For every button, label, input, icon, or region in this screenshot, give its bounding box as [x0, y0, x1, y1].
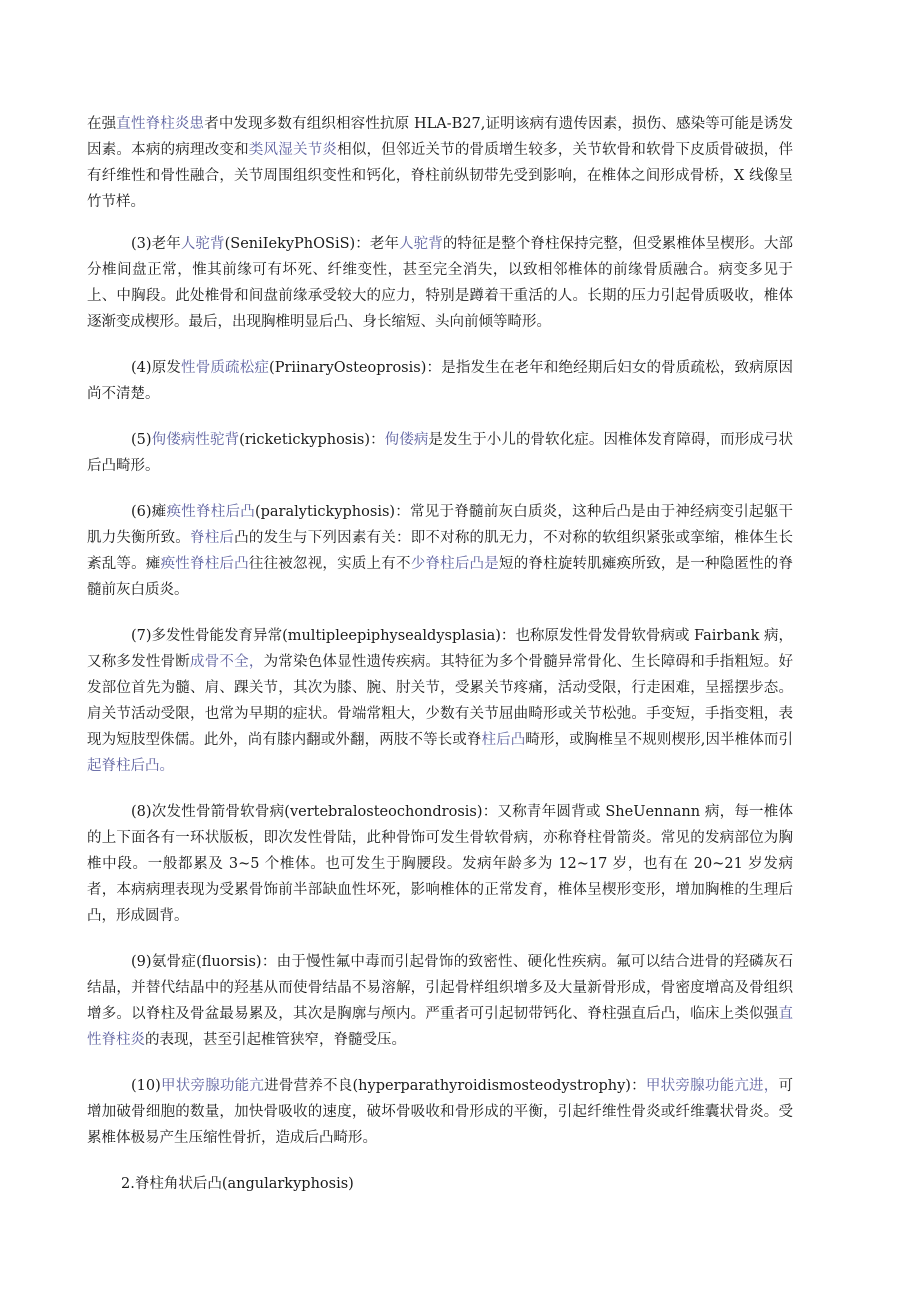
paragraph-p1 [87, 231, 793, 335]
paragraph-p8 [87, 1073, 793, 1151]
body-text: 是发生于小儿的骨软化症。因椎体发育障碍，而形成弓状后凸畸形。 [87, 432, 794, 474]
term-link[interactable]: 甲状旁腺功能亢进， [645, 1078, 779, 1094]
paragraph-p0 [87, 111, 793, 215]
body-text: 短的脊柱旋转肌瘫痪所致，是一种隐匿性的脊髓前灰白质炎。 [87, 556, 794, 598]
document-body [87, 111, 793, 1197]
body-text: (PriinaryOsteoprosis)：是指发生在老年和绝经期后妇女的骨质疏松，致病原因尚不清楚。 [87, 360, 794, 402]
term-link[interactable]: 起脊柱后凸。 [87, 758, 174, 774]
body-text: 畸形，或胸椎呈不规则楔形,因半椎体而引 [525, 732, 794, 748]
body-text: (4)原发 [131, 360, 182, 376]
body-text: (10) [131, 1078, 161, 1094]
body-text: 的特征是整个脊柱保持完整，但受累椎体呈楔形。大部分椎间盘正常，惟其前缘可有坏死、纤维变性，甚至完全消失，以致相邻椎体的前缘骨质融合。病变多见于上、中胸段。此处椎骨和间盘前缘承受较大的应力，特别是蹲着干重活的人。长期的压力引起骨质吸收，椎体逐渐变成楔形。最后，出现胸椎明显后凸、身长缩短、头向前倾等畸形。 [87, 236, 793, 330]
term-link[interactable]: 佝偻病性驼背 [151, 432, 240, 448]
term-link[interactable]: 直性脊柱炎 [87, 1006, 793, 1048]
body-text: 的表现，甚至引起椎管狭窄，脊髓受压。 [145, 1032, 406, 1048]
body-text: 为常染色体显性遗传疾病。其特征为多个骨髓异常骨化、生长障碍和手指粗短。好发部位首先为髓、肩、踝关节，其次为膝、腕、肘关节，受累关节疼痛，活动受限，行走困难，呈摇摆步态。肩关节活动受限，也常为早期的症状。骨端常粗大，少数有关节屈曲畸形或关节松弛。手变短，手指变粗，表现为短肢型侏儒。此外，尚有膝内翻或外翻，两肢不等长或脊 [87, 654, 794, 748]
term-link[interactable]: 甲状旁腺功能亢 [160, 1078, 265, 1094]
term-link[interactable]: 直性脊柱炎患 [116, 116, 205, 132]
body-text: 相似，但邻近关节的骨质增生较多，关节软骨和软骨下皮质骨破损，伴有纤维性和骨性融合，关节周围组织变性和钙化，脊柱前纵韧带先受到影响，在椎体之间形成骨桥，X 线像呈竹节样。 [87, 142, 794, 210]
term-link[interactable]: 人驼背 [180, 236, 225, 252]
body-text: 进骨营养不良(hyperparathyroidismosteodystrophy)： [264, 1078, 646, 1094]
body-text: 凸的发生与下列因素有关：即不对称的肌无力，不对称的软组织紧张或挛缩，椎体生长紊乱等。瘫 [87, 530, 794, 572]
body-text: (7)多发性骨能发育异常(multipleepiphysealdysplasia)：也称原发性骨发骨软骨病或 Fairbank 病，又称多发性骨断 [87, 628, 793, 670]
paragraph-p5 [87, 623, 793, 779]
body-text: (paralytickyphosis)：常见于脊髓前灰白质炎，这种后凸是由于神经病变引起躯干肌力失衡所致。 [87, 504, 794, 546]
term-link[interactable]: 脊柱后 [190, 530, 235, 546]
body-text: 者中发现多数有组织相容性抗原 HLA-B27,证明该病有遗传因素，损伤、感染等可能是诱发因素。本病的病理改变和 [87, 116, 793, 158]
body-text: (ricketickyphosis)： [239, 432, 385, 448]
paragraph-p2 [87, 355, 793, 407]
section-heading: 2.脊柱角状后凸(angularkyphosis) [121, 1176, 354, 1192]
body-text: 可增加破骨细胞的数量，加快骨吸收的速度，破坏骨吸收和骨形成的平衡，引起纤维性骨炎或纤维囊状骨炎。受累椎体极易产生压缩性骨折，造成后凸畸形。 [87, 1078, 794, 1146]
body-text: (8)次发性骨箭骨软骨病(vertebralosteochondrosis)：又称青年圆背或 SheUennann 病，每一椎体的上下面各有一环状版板，即次发性骨陆，此种骨饰可发生骨软骨病，亦称脊柱骨箭炎。常见的发病部位为胸椎中段。一般都累及 3~5 个椎体。也可发生于胸腰段。发病年龄多为 12~17 岁，也有在 20~21 岁发病者，本病病理表现为受累骨饰前半部缺血性坏死，影响椎体的正常发育，椎体呈楔形变形，增加胸椎的生理后凸，形成圆背。 [87, 804, 793, 924]
term-link[interactable]: 性骨质疏松症 [181, 360, 270, 376]
body-text: 往往被忽视，实质上有不 [248, 556, 411, 572]
body-text: (6)瘫 [131, 504, 167, 520]
term-link[interactable]: 柱后凸 [481, 732, 526, 748]
body-text: (9)氨骨症(fluorsis)：由于慢性氟中毒而引起骨饰的致密性、硬化性疾病。氟可以结合进骨的羟磷灰石结晶，并替代结晶中的羟基从而使骨结晶不易溶解，引起骨样组织增多及大量新骨形成，骨密度增高及骨组织增多。以脊柱及骨盆最易累及，其次是胸廓与颅内。严重者可引起韧带钙化、脊柱强直后凸，临床上类似强 [87, 954, 793, 1022]
term-link[interactable]: 人驼背 [399, 236, 443, 252]
body-text: (SeniIekyPhOSiS)：老年 [224, 236, 400, 252]
term-link[interactable]: 痪性脊柱后凸 [166, 504, 255, 520]
term-link[interactable]: 少脊柱后凸是 [410, 556, 499, 572]
term-link[interactable]: 成骨不全， [190, 654, 264, 670]
term-link[interactable]: 痪性脊柱后凸 [160, 556, 249, 572]
paragraph-p4 [87, 499, 793, 603]
term-link[interactable]: 类风湿关节炎 [248, 142, 338, 158]
paragraph-p3 [87, 427, 793, 479]
paragraph-p6 [87, 799, 793, 929]
body-text: (5) [131, 432, 152, 448]
body-text: (3)老年 [131, 236, 181, 252]
term-link[interactable]: 佝偻病 [384, 432, 429, 448]
body-text: 在强 [87, 116, 117, 132]
paragraph-p7 [87, 949, 793, 1053]
